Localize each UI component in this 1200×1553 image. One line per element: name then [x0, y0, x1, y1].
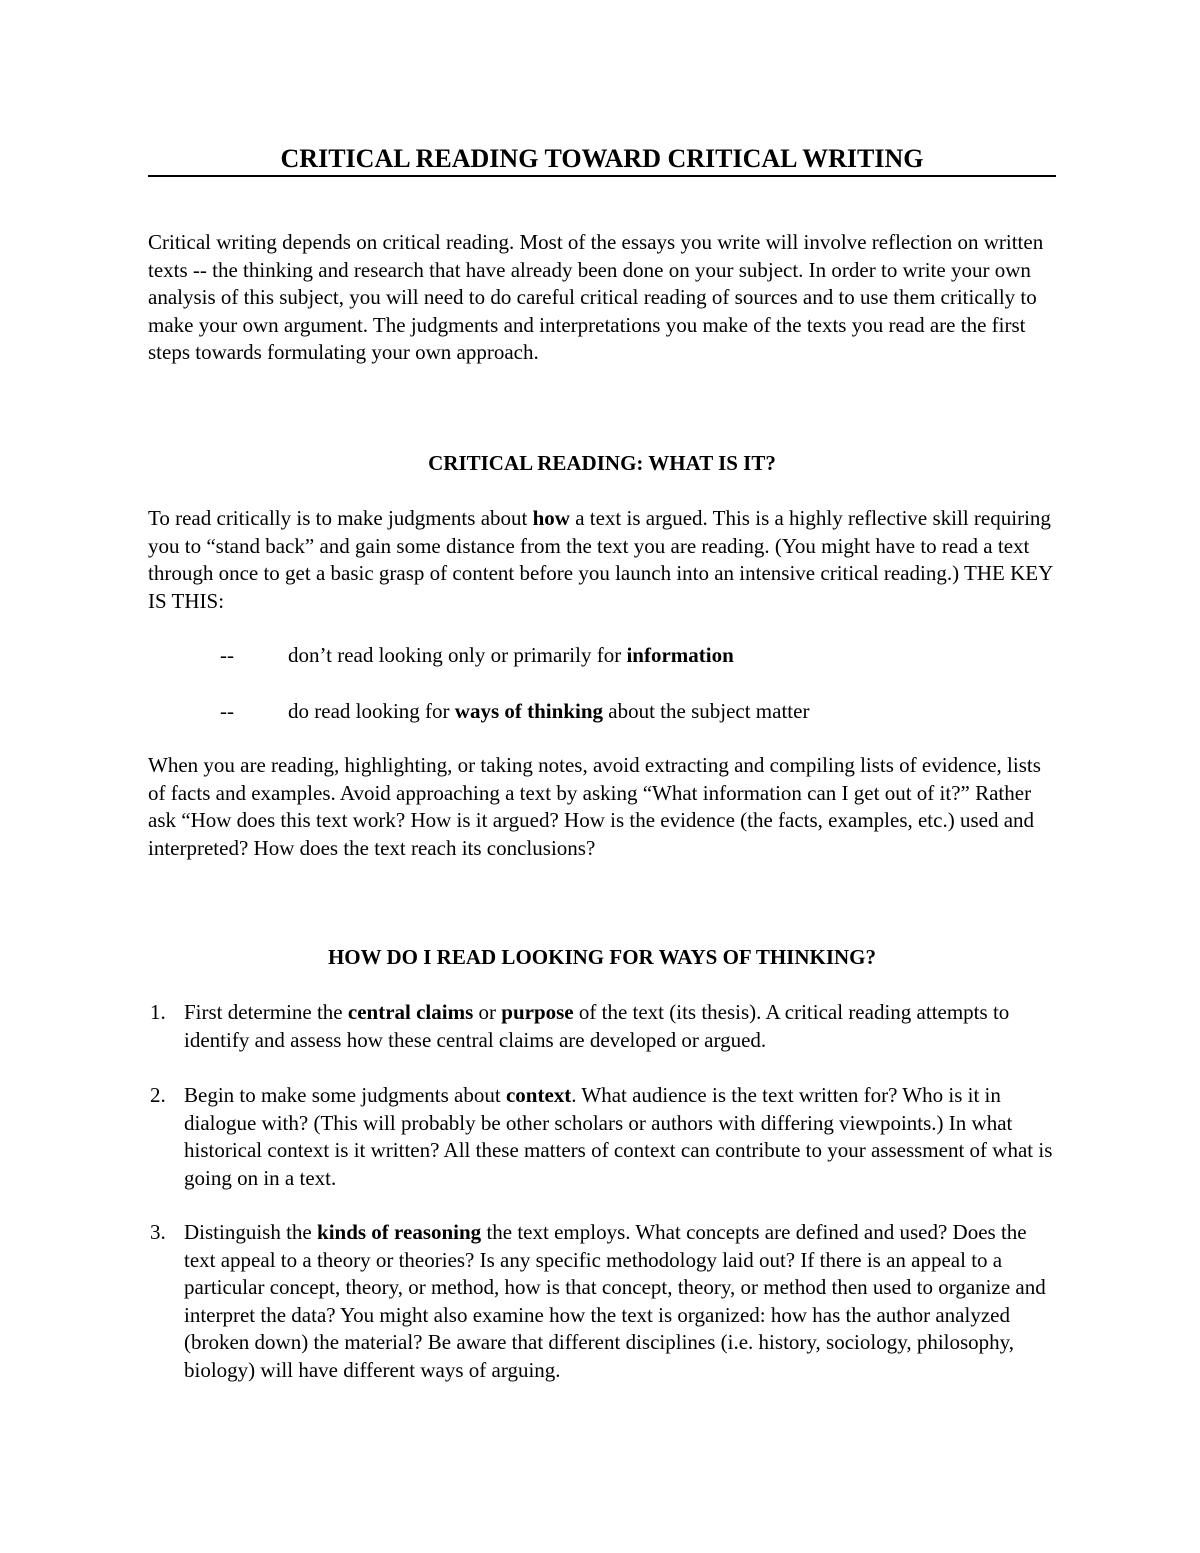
section-heading-what-is-it: CRITICAL READING: WHAT IS IT? [428, 451, 776, 475]
bullet-dash: -- [220, 643, 234, 667]
item-text-part: of the text (its thesis). A critical reading attempts to identify and assess how these central claims are developed or argued. [184, 1000, 1010, 1052]
item-text-part: Begin to make some judgments about [184, 1083, 506, 1107]
bold-term-information: information [626, 643, 734, 667]
bold-term-kinds-of-reasoning: kinds of reasoning [317, 1220, 482, 1244]
numbered-item-1 [148, 999, 1056, 1054]
item-text-part: the text employs. What concepts are defined and used? Does the text appeal to a theory or theories? Is any specific methodology laid out? If there is an appeal to a particular concept, theory, or method, how is that concept, theory, or method then used to organize and interpret the data? You might also examine how the text is organized: how has the author analyzed (broken down) the material? Be aware that different disciplines (i.e. history, sociology, philosophy, biology) will have different ways of arguing. [184, 1220, 1046, 1382]
item-text [184, 1082, 1056, 1192]
intro-paragraph: Critical writing depends on critical reading. Most of the essays you write will involve reflection on written texts -- the thinking and research that have already been done on your subject. In order to write your own analysis of this subject, you will need to do careful critical reading of sources and to use them critically to make your own argument. The judgments and interpretations you make of the texts you read are the first steps towards formulating your own approach. [148, 230, 1044, 364]
bullet-text [288, 642, 734, 670]
bullet-text-part: do read looking for [288, 699, 455, 723]
bold-term-ways-of-thinking: ways of thinking [454, 699, 604, 723]
item-text-part: or [473, 1000, 502, 1024]
bullet-text-part: don’t read looking only or primarily for [288, 643, 627, 667]
bullet-text-part: about the subject matter [603, 699, 810, 723]
item-text [184, 1219, 1056, 1384]
bold-term-how: how [532, 506, 570, 530]
reading-advice-paragraph: When you are reading, highlighting, or taking notes, avoid extracting and compiling lists of evidence, lists of facts and examples. Avoid approaching a text by asking “What information can I get out of it?” Rather ask “How does this text work? How is it argued? How is the evidence (the facts, examples, etc.) used and interpreted? How does the text reach its conclusions? [148, 753, 1041, 860]
numbered-item-2 [148, 1082, 1056, 1192]
item-text-part: . What audience is the text written for? Who is it in dialogue with? (This will probably be other scholars or authors with differing viewpoints.) In what historical context is it written? All these matters of context can contribute to your assessment of what is going on in a text. [184, 1083, 1053, 1190]
bold-term-purpose: purpose [501, 1000, 574, 1024]
numbered-item-3 [148, 1219, 1056, 1384]
para-text: a text is argued. This is a highly reflective skill requiring you to “stand back” and gain some distance from the text you are reading. (You might have to read a text through once to get a basic grasp of content before you launch into an intensive critical reading.) THE KEY IS THIS: [148, 506, 1053, 613]
item-number: 2. [150, 1083, 166, 1107]
critical-reading-paragraph [148, 505, 1056, 615]
bullet-dash: -- [220, 699, 234, 723]
bold-term-central-claims: central claims [347, 1000, 474, 1024]
bold-term-context: context [505, 1083, 572, 1107]
item-text-part: First determine the [184, 1000, 348, 1024]
item-text-part: Distinguish the [184, 1220, 318, 1244]
document-title: CRITICAL READING TOWARD CRITICAL WRITING [280, 144, 924, 173]
bullet-text [288, 698, 809, 726]
title-underline [148, 175, 1056, 177]
item-text [184, 999, 1056, 1054]
item-number: 3. [150, 1220, 166, 1244]
para-text: To read critically is to make judgments about [148, 506, 533, 530]
section-heading-ways-of-thinking: HOW DO I READ LOOKING FOR WAYS OF THINKING? [327, 945, 877, 969]
item-number: 1. [150, 1000, 166, 1024]
